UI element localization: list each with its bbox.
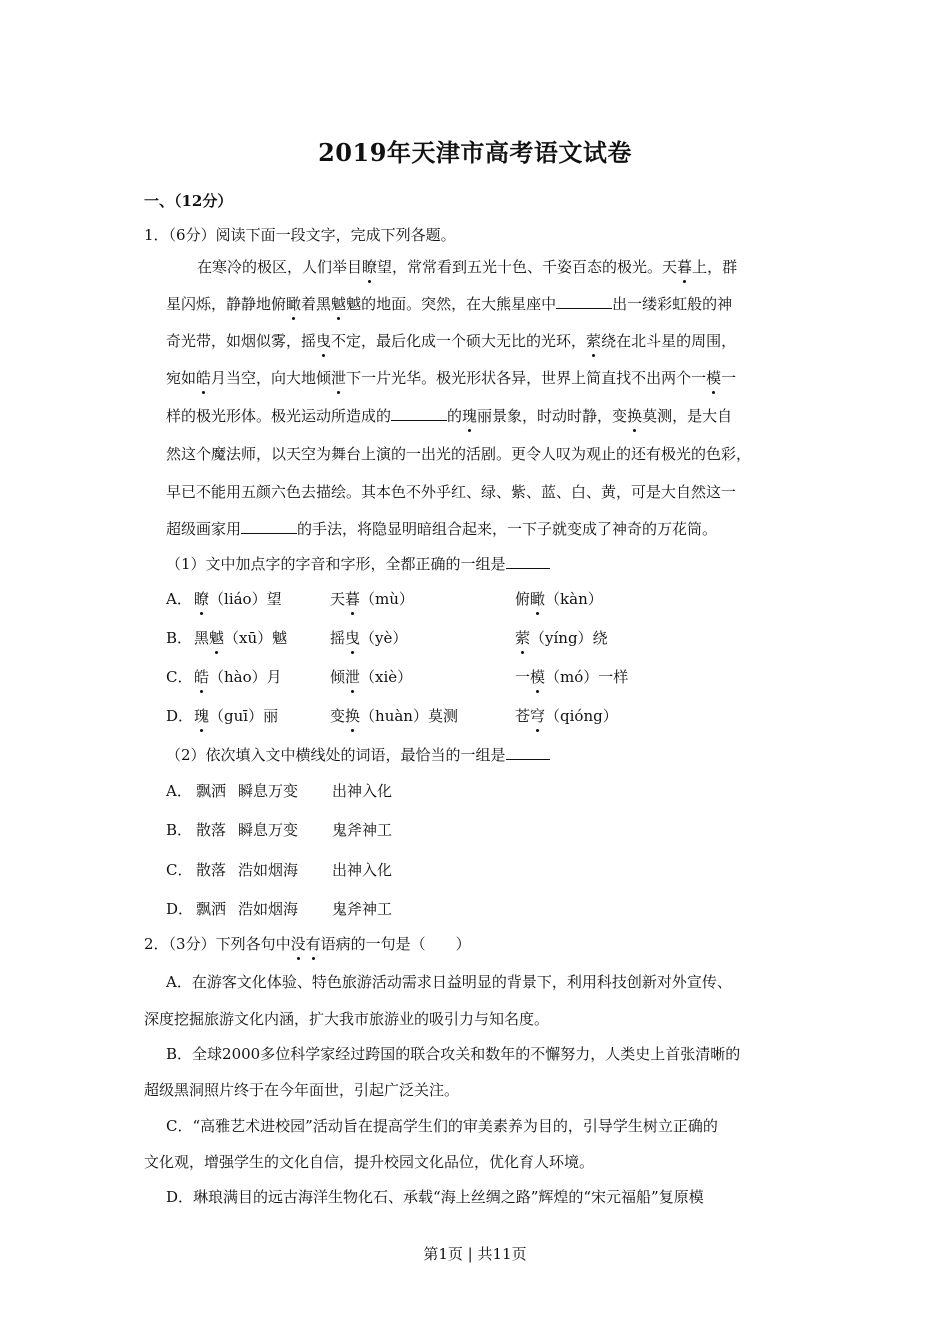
option-part bbox=[194, 667, 282, 687]
option-word: 浩如烟海 bbox=[238, 861, 299, 879]
passage-line-4 bbox=[166, 368, 736, 388]
passage-line-8 bbox=[166, 519, 717, 539]
text: 一 bbox=[515, 668, 531, 686]
text: （mó）一样 bbox=[545, 668, 629, 686]
option-part bbox=[194, 589, 282, 609]
text: 在寒冷的极区，人们举目 bbox=[197, 258, 363, 276]
option-key: B． bbox=[166, 629, 193, 647]
dotted-char: 暮 bbox=[345, 590, 361, 608]
text: 不定，最后化成一个硕大无比的光环， bbox=[331, 332, 587, 350]
text: 莫测，是大自 bbox=[642, 407, 733, 425]
text: 魆的地面。突然，在大熊星座中 bbox=[346, 295, 557, 313]
fill-blank-2 bbox=[391, 406, 447, 421]
dotted-char: 瞭 bbox=[362, 258, 378, 276]
text: 星闪烁，静静地俯 bbox=[166, 295, 287, 313]
text: 着黑 bbox=[301, 295, 332, 313]
passage-line-7: 早已不能用五颜六色去描绘。其本色不外乎红、绿、紫、蓝、白、黄，可是大自然这一 bbox=[166, 483, 737, 501]
q2-option-c-line-2: 文化观，增强学生的文化自信，提升校园文化品位，优化育人环境。 bbox=[144, 1153, 595, 1171]
text: 一 bbox=[721, 369, 737, 387]
dotted-char: 瞰 bbox=[530, 590, 546, 608]
dotted-char: 萦 bbox=[515, 629, 531, 647]
dotted-char: 魆 bbox=[331, 295, 347, 313]
dotted-char: 模 bbox=[530, 668, 546, 686]
text: 黑 bbox=[194, 629, 210, 647]
option-part bbox=[515, 667, 628, 687]
passage-line-6: 然这个魔法师，以天空为舞台上演的一出光的活剧。更令人叹为观止的还有极光的色彩， bbox=[166, 445, 752, 463]
dotted-char: 瑰 bbox=[194, 707, 210, 725]
option-part bbox=[330, 628, 407, 648]
question-1-stem: 1．（6分）阅读下面一段文字，完成下列各题。 bbox=[144, 226, 456, 244]
sub1-option-a bbox=[166, 589, 866, 611]
option-word: 出神入化 bbox=[332, 782, 393, 800]
option-part bbox=[515, 628, 608, 648]
passage-line-5 bbox=[166, 406, 732, 426]
text: （qióng） bbox=[545, 707, 618, 725]
dotted-char: 曳 bbox=[316, 332, 332, 350]
text: （yíng）绕 bbox=[530, 629, 608, 647]
passage-line-1 bbox=[197, 257, 737, 277]
section-heading: 一、（12分） bbox=[144, 192, 233, 210]
option-word: 浩如烟海 bbox=[238, 900, 299, 918]
passage-line-2 bbox=[166, 294, 732, 314]
option-word: 出神入化 bbox=[332, 861, 393, 879]
dotted-char: 穹 bbox=[530, 707, 546, 725]
text: 上，群 bbox=[692, 258, 738, 276]
text: （yè） bbox=[360, 629, 408, 647]
q2-option-c-line-1: C．“高雅艺术进校园”活动旨在提高学生们的审美素养为目的，引导学生树立正确的 bbox=[166, 1117, 718, 1135]
dotted-char: 魆 bbox=[209, 629, 225, 647]
dotted-char: 暮 bbox=[677, 258, 693, 276]
option-key: C． bbox=[166, 668, 193, 686]
text: 的 bbox=[447, 407, 463, 425]
option-word: 飘洒 bbox=[196, 900, 227, 918]
text: 摇 bbox=[330, 629, 346, 647]
text: （xū）魆 bbox=[224, 629, 288, 647]
option-key: A． bbox=[166, 590, 192, 608]
sub2-option-b bbox=[166, 820, 566, 842]
option-key: A． bbox=[166, 782, 192, 800]
option-word: 瞬息万变 bbox=[238, 782, 299, 800]
dotted-char: 泄 bbox=[331, 369, 347, 387]
text: 2．（3分）下列各句中 bbox=[144, 935, 291, 953]
answer-blank bbox=[506, 745, 550, 760]
option-word: 散落 bbox=[196, 821, 227, 839]
option-key: D． bbox=[166, 707, 194, 725]
dotted-char: 泄 bbox=[345, 668, 361, 686]
dotted-char: 有 bbox=[305, 935, 321, 953]
text: （2）依次填入文中横线处的词语，最恰当的一组是 bbox=[166, 746, 506, 764]
text: 变 bbox=[330, 707, 346, 725]
dotted-char: 没 bbox=[290, 935, 306, 953]
option-part bbox=[330, 706, 458, 726]
text: 天 bbox=[330, 590, 346, 608]
dotted-char: 模 bbox=[706, 369, 722, 387]
q2-option-b-line-2: 超级黑洞照片终于在今年面世，引起广泛关注。 bbox=[144, 1081, 460, 1099]
text: （kàn） bbox=[545, 590, 603, 608]
dotted-char: 萦 bbox=[586, 332, 602, 350]
sub1-option-b bbox=[166, 628, 866, 650]
q2-option-a-line-2: 深度挖掘旅游文化内涵，扩大我市旅游业的吸引力与知名度。 bbox=[144, 1010, 550, 1028]
answer-blank bbox=[506, 554, 550, 569]
subquestion-1-stem bbox=[166, 554, 550, 574]
page-footer: 第1页 | 共11页 bbox=[423, 1245, 527, 1263]
text: 语病的一句是（ ） bbox=[320, 935, 471, 953]
fill-blank-1 bbox=[556, 294, 612, 309]
option-part bbox=[330, 589, 414, 609]
text: 丽景象，时动时静，变 bbox=[477, 407, 628, 425]
text: （hào）月 bbox=[209, 668, 282, 686]
text: （huàn）莫测 bbox=[360, 707, 458, 725]
dotted-char: 皓 bbox=[194, 668, 210, 686]
text: 奇光带，如烟似雾，摇 bbox=[166, 332, 317, 350]
sub1-option-c bbox=[166, 667, 866, 689]
q2-option-a-line-1: A．在游客文化体验、特色旅游活动需求日益明显的背景下，利用科技创新对外宣传、 bbox=[166, 973, 732, 991]
text: 月当空，向大地倾 bbox=[211, 369, 332, 387]
sub2-option-c bbox=[166, 860, 566, 882]
text: （1）文中加点字的字音和字形，全都正确的一组是 bbox=[166, 555, 506, 573]
option-part bbox=[515, 706, 618, 726]
dotted-char: 皓 bbox=[196, 369, 212, 387]
sub1-option-d bbox=[166, 706, 866, 728]
option-word: 瞬息万变 bbox=[238, 821, 299, 839]
dotted-char: 换 bbox=[345, 707, 361, 725]
text: 倾 bbox=[330, 668, 346, 686]
text: 样的极光形体。极光运动所造成的 bbox=[166, 407, 392, 425]
text: 下一片光华。极光形状各异，世界上简直找不出两个一 bbox=[346, 369, 707, 387]
question-2-stem bbox=[144, 934, 471, 954]
option-part bbox=[194, 628, 287, 648]
option-key: C． bbox=[166, 861, 193, 879]
text: 俯 bbox=[515, 590, 531, 608]
sub2-option-a bbox=[166, 781, 566, 803]
q2-option-d-line-1: D．琳琅满目的远古海洋生物化石、承载“海上丝绸之路”辉煌的“宋元福船”复原模 bbox=[166, 1188, 704, 1206]
text: 宛如 bbox=[166, 369, 197, 387]
option-part bbox=[515, 589, 603, 609]
option-word: 散落 bbox=[196, 861, 227, 879]
dotted-char: 曳 bbox=[345, 629, 361, 647]
text: （guī）丽 bbox=[209, 707, 279, 725]
text: （mù） bbox=[360, 590, 414, 608]
subquestion-2-stem bbox=[166, 745, 550, 765]
option-part bbox=[194, 706, 278, 726]
option-word: 鬼斧神工 bbox=[332, 900, 393, 918]
passage-line-3 bbox=[166, 331, 736, 351]
text: 望，常常看到五光十色、千姿百态的极光。天 bbox=[377, 258, 678, 276]
q2-option-b-line-1: B．全球2000多位科学家经过跨国的联合攻关和数年的不懈努力，人类史上首张清晰的 bbox=[166, 1045, 741, 1063]
text: 苍 bbox=[515, 707, 531, 725]
dotted-char: 瞰 bbox=[286, 295, 302, 313]
option-key: D． bbox=[166, 900, 194, 918]
page-title: 2019年天津市高考语文试卷 bbox=[318, 138, 632, 167]
sub2-option-d bbox=[166, 899, 566, 921]
text: （liáo）望 bbox=[209, 590, 282, 608]
text: （xiè） bbox=[360, 668, 413, 686]
option-part bbox=[330, 667, 412, 687]
fill-blank-3 bbox=[241, 519, 297, 534]
text: 绕在北斗星的周围， bbox=[601, 332, 737, 350]
text: 出一缕彩虹般的神 bbox=[612, 295, 733, 313]
dotted-char: 瑰 bbox=[462, 407, 478, 425]
dotted-char: 瞭 bbox=[194, 590, 210, 608]
text: 超级画家用 bbox=[166, 520, 242, 538]
option-word: 飘洒 bbox=[196, 782, 227, 800]
text: 的手法，将隐显明暗组合起来，一下子就变成了神奇的万花筒。 bbox=[297, 520, 718, 538]
option-key: B． bbox=[166, 821, 193, 839]
option-word: 鬼斧神工 bbox=[332, 821, 393, 839]
dotted-char: 换 bbox=[627, 407, 643, 425]
